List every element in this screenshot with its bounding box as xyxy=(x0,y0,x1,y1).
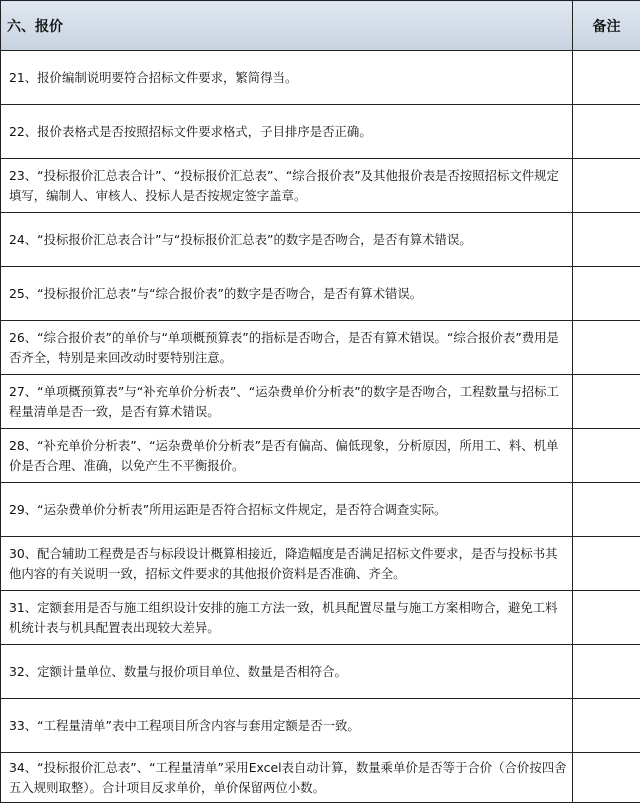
note-column-header: 备注 xyxy=(573,1,640,51)
note-cell xyxy=(573,591,640,645)
checklist-item-text: 27、“单项概预算表”与“补充单价分析表”、“运杂费单价分析表”的数字是否吻合，工程数量与招标工程量清单是否一致，是否有算术错误。 xyxy=(1,375,573,429)
note-cell xyxy=(573,375,640,429)
table-row xyxy=(1,537,640,591)
table-row xyxy=(1,429,640,483)
note-cell xyxy=(573,213,640,267)
checklist-item-text: 33、“工程量清单”表中工程项目所含内容与套用定额是否一致。 xyxy=(1,699,573,753)
checklist-item-text: 31、定额套用是否与施工组织设计安排的施工方法一致，机具配置尽量与施工方案相吻合，避免工料机统计表与机具配置表出现较大差异。 xyxy=(1,591,573,645)
note-cell xyxy=(573,321,640,375)
section-title: 六、报价 xyxy=(1,1,573,51)
note-cell xyxy=(573,429,640,483)
note-cell xyxy=(573,699,640,753)
table-row xyxy=(1,213,640,267)
table-row xyxy=(1,375,640,429)
checklist-item-text: 24、“投标报价汇总表合计”与“投标报价汇总表”的数字是否吻合，是否有算术错误。 xyxy=(1,213,573,267)
table-row xyxy=(1,753,640,803)
note-cell xyxy=(573,483,640,537)
note-cell xyxy=(573,105,640,159)
checklist-item-text: 34、“投标报价汇总表”、“工程量清单”采用Excel表自动计算，数量乘单价是否等于合价（合价按四舍五入规则取整）。合计项目反求单价，单价保留两位小数。 xyxy=(1,753,573,803)
table-row xyxy=(1,645,640,699)
note-cell xyxy=(573,753,640,803)
table-row xyxy=(1,159,640,213)
table-row xyxy=(1,591,640,645)
table-row xyxy=(1,699,640,753)
checklist-item-text: 28、“补充单价分析表”、“运杂费单价分析表”是否有偏高、偏低现象，分析原因，所用工、料、机单价是否合理、准确，以免产生不平衡报价。 xyxy=(1,429,573,483)
table-row xyxy=(1,51,640,105)
checklist-item-text: 21、报价编制说明要符合招标文件要求，繁简得当。 xyxy=(1,51,573,105)
table-row xyxy=(1,105,640,159)
table-row xyxy=(1,483,640,537)
checklist-item-text: 32、定额计量单位、数量与报价项目单位、数量是否相符合。 xyxy=(1,645,573,699)
checklist-item-text: 26、“综合报价表”的单价与“单项概预算表”的指标是否吻合，是否有算术错误。“综合报价表”费用是否齐全，特别是来回改动时要特别注意。 xyxy=(1,321,573,375)
note-cell xyxy=(573,267,640,321)
note-cell xyxy=(573,51,640,105)
checklist-item-text: 22、报价表格式是否按照招标文件要求格式，子目排序是否正确。 xyxy=(1,105,573,159)
note-cell xyxy=(573,645,640,699)
note-cell xyxy=(573,159,640,213)
checklist-item-text: 30、配合辅助工程费是否与标段设计概算相接近，降造幅度是否满足招标文件要求，是否与投标书其他内容的有关说明一致，招标文件要求的其他报价资料是否准确、齐全。 xyxy=(1,537,573,591)
note-cell xyxy=(573,537,640,591)
checklist-item-text: 25、“投标报价汇总表”与“综合报价表”的数字是否吻合，是否有算术错误。 xyxy=(1,267,573,321)
checklist-item-text: 29、“运杂费单价分析表”所用运距是否符合招标文件规定，是否符合调查实际。 xyxy=(1,483,573,537)
table-row xyxy=(1,321,640,375)
checklist-item-text: 23、“投标报价汇总表合计”、“投标报价汇总表”、“综合报价表”及其他报价表是否按照招标文件规定填写，编制人、审核人、投标人是否按规定签字盖章。 xyxy=(1,159,573,213)
table-header-row xyxy=(1,1,640,51)
table-row xyxy=(1,267,640,321)
